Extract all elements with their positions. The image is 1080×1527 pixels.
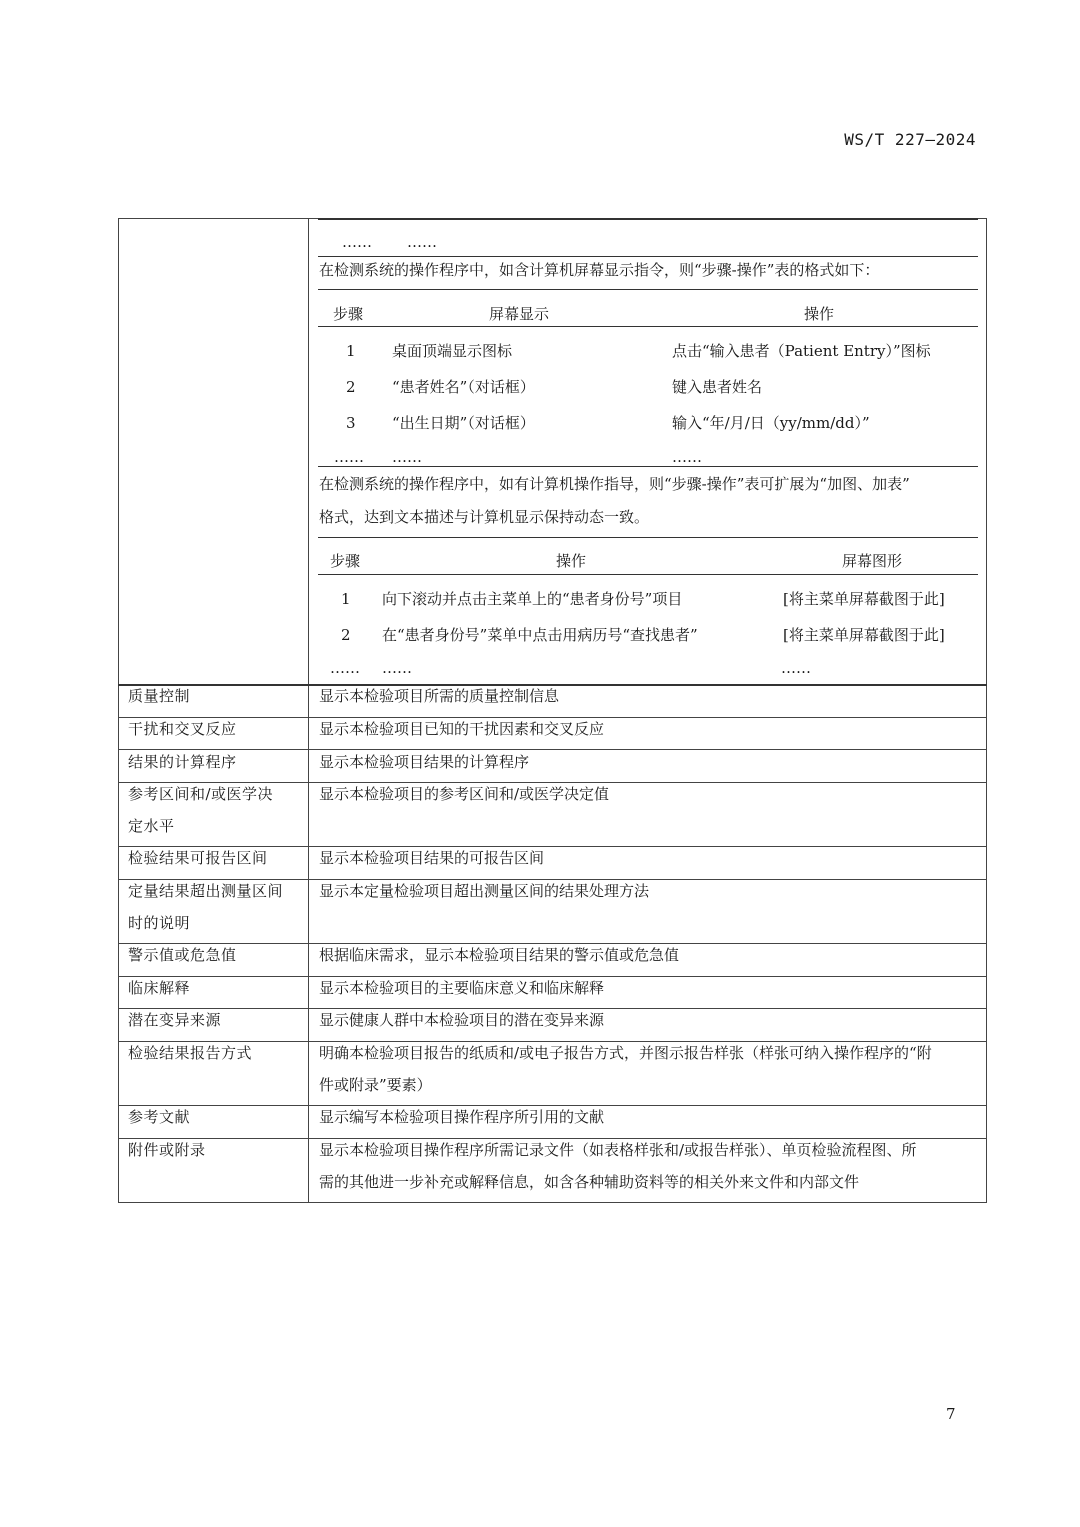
table2-header-screenshot: 屏幕图形 — [842, 552, 903, 570]
ellipsis: …… — [342, 233, 372, 251]
ellipsis: …… — [392, 448, 422, 466]
table2-step: 2 — [341, 626, 351, 644]
row-label-calculation: 结果的计算程序 — [128, 753, 237, 771]
table1-screen: “出生日期”（对话框） — [392, 414, 535, 432]
table1-header-step: 步骤 — [333, 305, 364, 323]
column-divider — [308, 218, 309, 1203]
table1-step: 1 — [346, 342, 356, 360]
ellipsis: …… — [781, 659, 811, 677]
table1-header-rule — [318, 326, 978, 327]
ellipsis: …… — [672, 448, 702, 466]
row-value-interference: 显示本检验项目已知的干扰因素和交叉反应 — [319, 720, 605, 738]
table2-screenshot: [将主菜单屏幕截图于此] — [783, 590, 945, 608]
row-value-appendix: 显示本检验项目操作程序所需记录文件（如表格样张和/或报告样张）、单页检验流程图、所 — [319, 1141, 917, 1159]
row-label-variation-sources: 潜在变异来源 — [128, 1011, 222, 1029]
row-value-out-of-range: 显示本定量检验项目超出测量区间的结果处理方法 — [319, 882, 650, 900]
table1-header-operation: 操作 — [804, 305, 835, 323]
row-value-reportable-range: 显示本检验项目结果的可报告区间 — [319, 849, 545, 867]
row-value-appendix-cont: 需的其他进一步补充或解释信息，如含各种辅助资料等的相关外来文件和内部文件 — [319, 1173, 860, 1191]
row-value-quality-control: 显示本检验项目所需的质量控制信息 — [319, 687, 560, 705]
inner-rule — [318, 256, 978, 257]
ellipsis: …… — [382, 659, 412, 677]
document-code: WS/T 227—2024 — [844, 130, 976, 149]
table1-step: 2 — [346, 378, 356, 396]
ellipsis: …… — [407, 233, 437, 251]
row-value-report-format-cont: 件或附录”要素） — [319, 1076, 432, 1094]
row-value-clinical-interpretation: 显示本检验项目的主要临床意义和临床解释 — [319, 979, 605, 997]
table2-header-rule — [318, 574, 978, 575]
row-value-critical-values: 根据临床需求，显示本检验项目结果的警示值或危急值 — [319, 946, 680, 964]
table2-step: 1 — [341, 590, 351, 608]
intro-paragraph-1: 在检测系统的操作程序中，如含计算机屏幕显示指令，则“步骤-操作”表的格式如下： — [319, 261, 880, 279]
row-label-clinical-interpretation: 临床解释 — [128, 979, 191, 997]
row-label-reportable-range: 检验结果可报告区间 — [128, 849, 268, 867]
table1-header-screen: 屏幕显示 — [489, 305, 550, 323]
table2-operation: 向下滚动并点击主菜单上的“患者身份号”项目 — [382, 590, 683, 608]
table2-header-step: 步骤 — [330, 552, 361, 570]
table2-header-operation: 操作 — [556, 552, 587, 570]
table1-operation: 键入患者姓名 — [672, 378, 763, 396]
table2-screenshot: [将主菜单屏幕截图于此] — [783, 626, 945, 644]
table1-screen: 桌面顶端显示图标 — [392, 342, 513, 360]
ellipsis: …… — [330, 659, 360, 677]
row-label-critical-values: 警示值或危急值 — [128, 946, 237, 964]
row-value-calculation: 显示本检验项目结果的计算程序 — [319, 753, 530, 771]
row-label-quality-control: 质量控制 — [128, 687, 191, 705]
table1-screen: “患者姓名”（对话框） — [392, 378, 535, 396]
inner-top-rule — [318, 218, 978, 220]
table1-top-rule — [318, 289, 978, 290]
row-label-reference-interval: 参考区间和/或医学决 — [128, 785, 274, 803]
row-label-out-of-range-cont: 时的说明 — [128, 914, 191, 932]
row-label-references: 参考文献 — [128, 1108, 191, 1126]
table1-step: 3 — [346, 414, 356, 432]
ellipsis: …… — [334, 448, 364, 466]
row-label-appendix: 附件或附录 — [128, 1141, 206, 1159]
row-value-references: 显示编写本检验项目操作程序所引用的文献 — [319, 1108, 605, 1126]
row-value-report-format: 明确本检验项目报告的纸质和/或电子报告方式，并图示报告样张（样张可纳入操作程序的“附 — [319, 1044, 932, 1062]
table2-operation: 在“患者身份号”菜单中点击用病历号“查找患者” — [382, 626, 698, 644]
row-label-out-of-range: 定量结果超出测量区间 — [128, 882, 284, 900]
row-label-reference-interval-cont: 定水平 — [128, 817, 175, 835]
table1-bottom-rule — [318, 466, 978, 467]
table1-operation: 输入“年/月/日（yy/mm/dd）” — [672, 414, 870, 432]
intro-paragraph-2-cont: 格式，达到文本描述与计算机显示保持动态一致。 — [319, 508, 650, 526]
page-number: 7 — [946, 1405, 956, 1423]
row-label-report-format: 检验结果报告方式 — [128, 1044, 253, 1062]
row-value-variation-sources: 显示健康人群中本检验项目的潜在变异来源 — [319, 1011, 605, 1029]
table1-operation: 点击“输入患者（Patient Entry）”图标 — [672, 342, 931, 360]
row-label-interference: 干扰和交叉反应 — [128, 720, 237, 738]
intro-paragraph-2: 在检测系统的操作程序中，如有计算机操作指导，则“步骤-操作”表可扩展为“加图、加表” — [319, 475, 910, 493]
row-value-reference-interval: 显示本检验项目的参考区间和/或医学决定值 — [319, 785, 610, 803]
table2-top-rule — [318, 537, 978, 538]
